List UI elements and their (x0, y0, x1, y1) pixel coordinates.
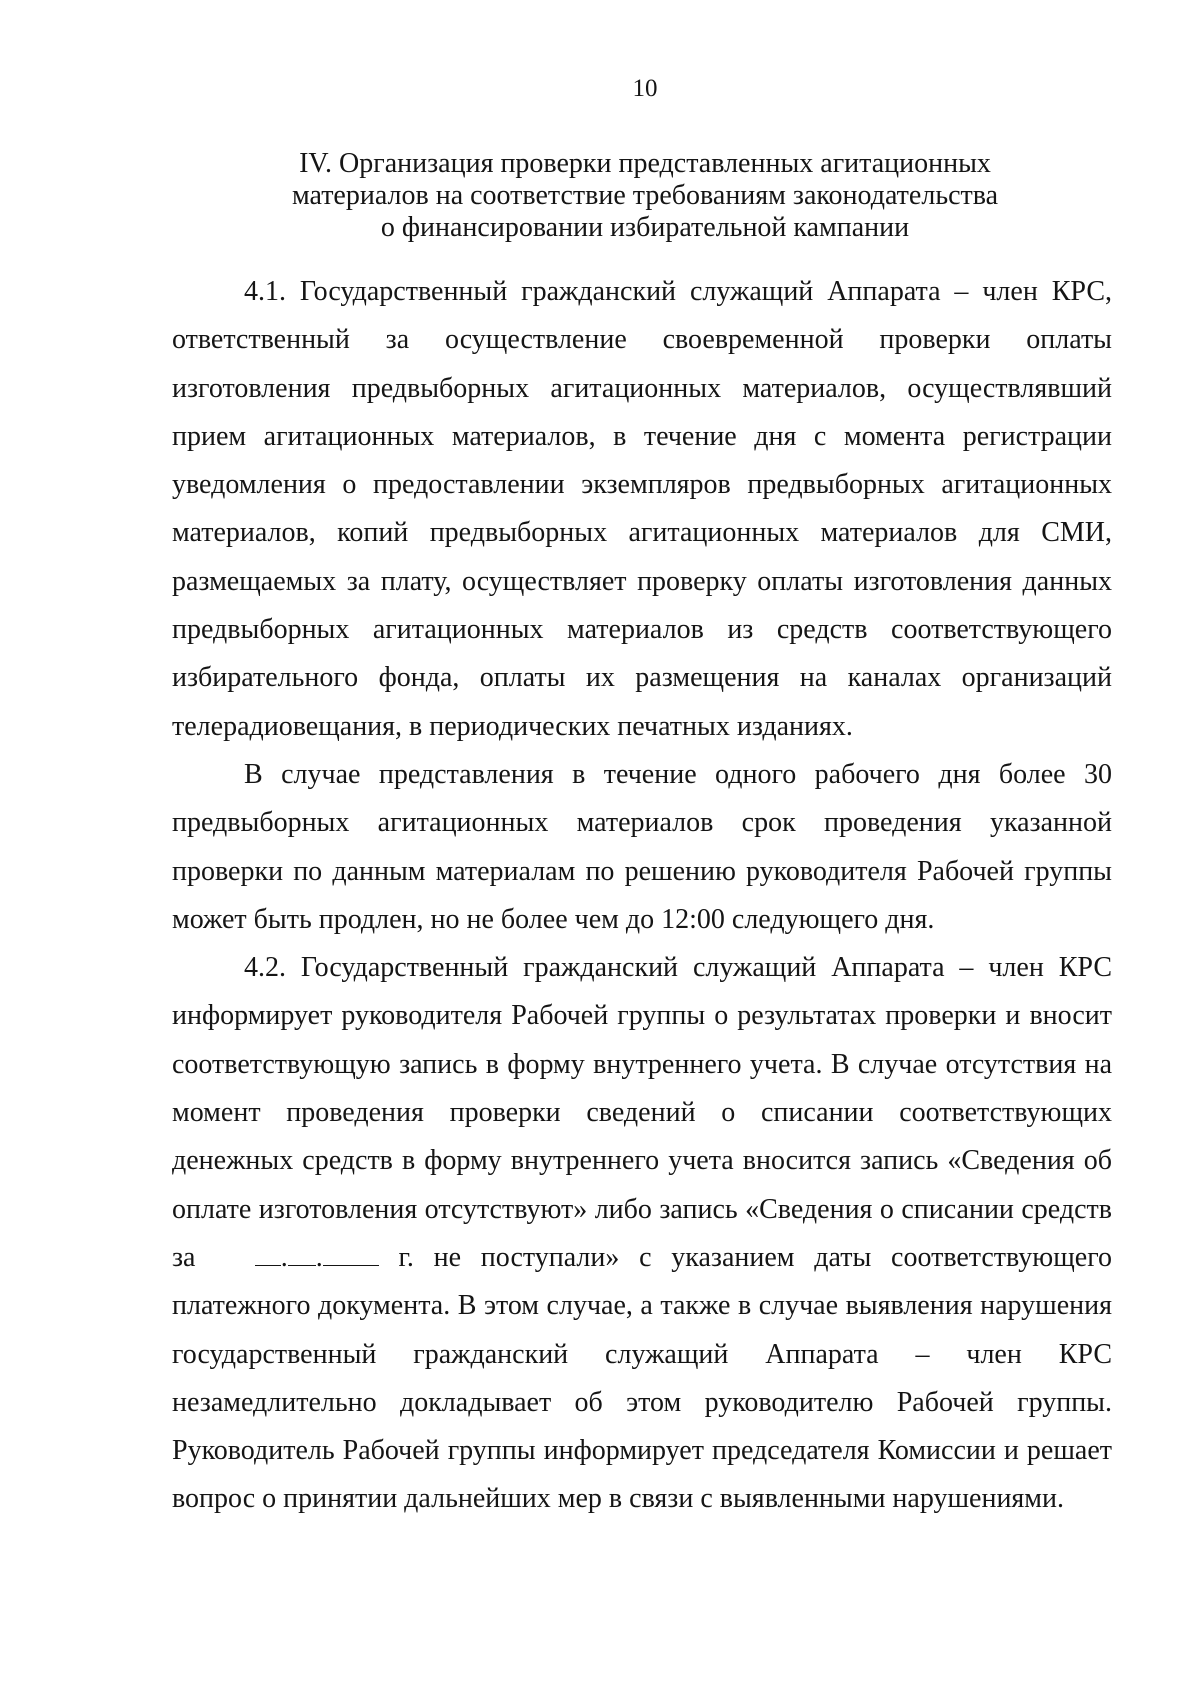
date-day-blank (255, 1240, 281, 1266)
date-separator: . (315, 1241, 323, 1273)
date-year-blank (323, 1240, 379, 1266)
date-month-blank (288, 1240, 316, 1266)
document-body (172, 268, 1112, 1524)
date-separator: . (280, 1241, 288, 1273)
paragraph-extension: В случае представления в течение одного рабочего дня более 30 предвыборных агитационных материалов срок проведения указанной проверки по данным материалам по решению руководителя Рабочей группы может быть продлен, но не более чем до 12:00 следующего дня. (172, 758, 1112, 935)
section-heading (170, 148, 1120, 244)
section-heading-line: о финансировании избирательной кампании (380, 212, 910, 243)
paragraph-4-1: 4.1. Государственный гражданский служащий Аппарата – член КРС, ответственный за осуществление своевременной проверки оплаты изготовления предвыборных агитационных материалов, осуществлявший прием агитационных материалов, в течение дня с момента регистрации уведомления о предоставлении экземпляров предвыборных агитационных материалов, копий предвыборных агитационных материалов для СМИ, размещаемых за плату, осуществляет проверку оплаты изготовления данных предвыборных агитационных материалов из средств соответствующего избирательного фонда, оплаты их размещения на каналах организаций телерадиовещания, в периодических печатных изданиях. (172, 276, 1112, 742)
page-number: 10 (632, 75, 658, 102)
section-heading-line: материалов на соответствие требованиям законодательства (291, 180, 999, 211)
section-heading-line: IV. Организация проверки представленных агитационных (299, 148, 991, 179)
paragraph-4-2-continuation: г. не поступали» с указанием даты соответствующего платежного документа. В этом случае, а также в случае выявления нарушения государственный гражданский служащий Аппарата – член КРС незамедлительно докладывает об этом руководителю Рабочей группы. Руководитель Рабочей группы информирует председателя Комиссии и решает вопрос о принятии дальнейших мер в связи с выявленными нарушениями. (172, 1241, 1113, 1515)
paragraph-4-2-text: 4.2. Государственный гражданский служащий Аппарата – член КРС информирует руководителя Рабочей группы о результатах проверки и вносит соответствующую запись в форму внутреннего учета. В случае отсутствия на момент проведения проверки сведений о списании соответствующих денежных средств в форму внутреннего учета вносится запись «Сведения об оплате изготовления отсутствуют» либо запись «Сведения о списании средств за (172, 952, 1112, 1273)
paragraph-4-2 (172, 944, 1112, 1524)
